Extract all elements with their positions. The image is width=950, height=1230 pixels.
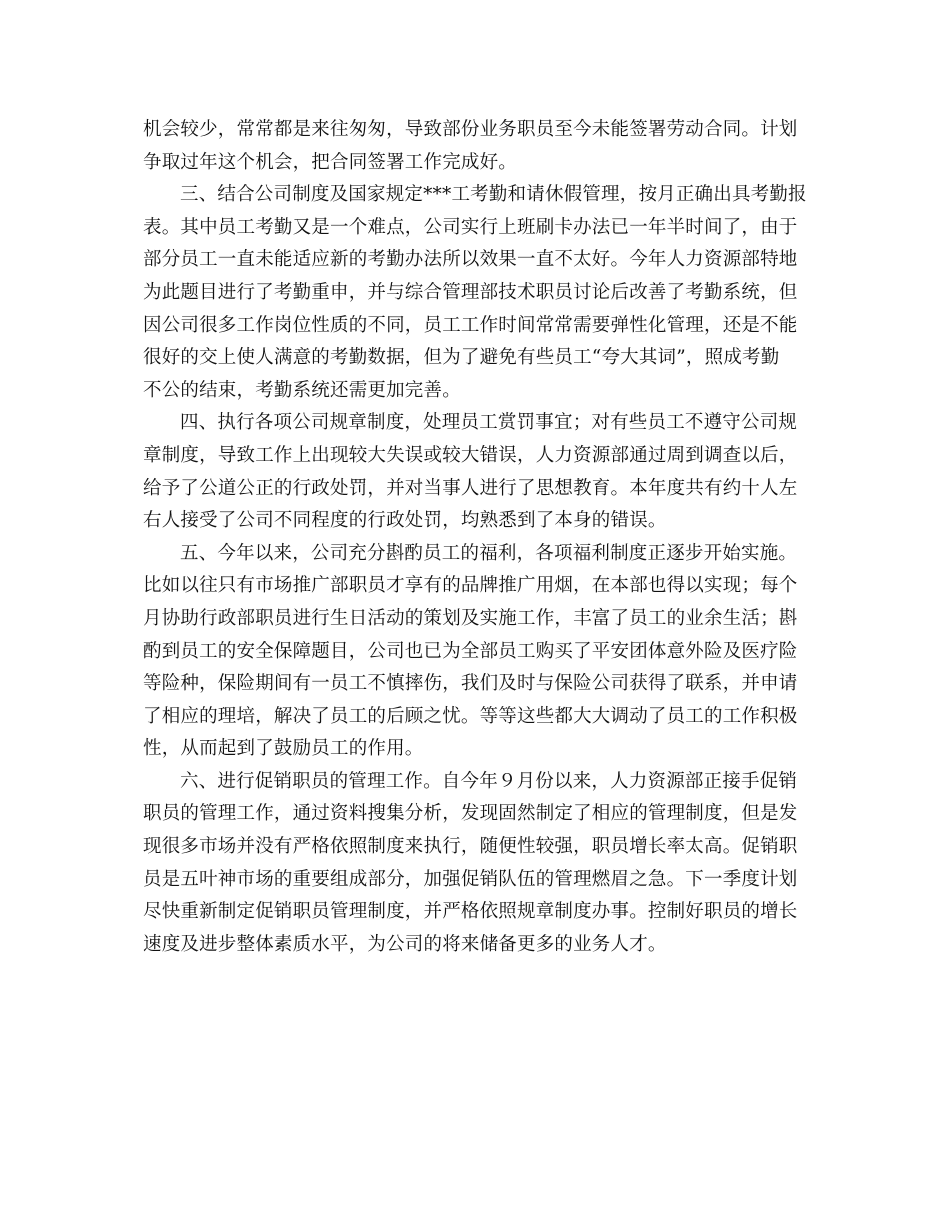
text-line: 机会较少，常常都是来往匆匆，导致部份业务职员至今未能签署劳动合同。计划 bbox=[143, 119, 798, 140]
text-line: 酌到员工的安全保障题目，公司也已为全部员工购买了平安团体意外险及医疗险 bbox=[143, 640, 798, 662]
text-line: 右人接受了公司不同程度的行政处罚，均熟悉到了本身的错误。 bbox=[143, 510, 667, 532]
text-line: 了相应的理培，解决了员工的后顾之忧。等等这些都大大调动了员工的工作积极 bbox=[143, 705, 798, 727]
text-line: 章制度，导致工作上出现较大失误或较大错误，人力资源部通过周到调查以后， bbox=[143, 444, 798, 466]
paragraph-4 bbox=[143, 538, 811, 766]
paragraph-2 bbox=[143, 179, 811, 407]
document-body bbox=[143, 114, 811, 961]
text-line: 员是五叶神市场的重要组成部分，加强促销队伍的管理燃眉之急。下一季度计划 bbox=[143, 868, 798, 890]
text-line: 比如以往只有市场推广部职员才享有的品牌推广用烟，在本部也得以实现；每个 bbox=[143, 575, 798, 597]
paragraph-5 bbox=[143, 766, 811, 962]
text-line: 五、今年以来，公司充分斟酌员工的福利，各项福利制度正逐步开始实施。 bbox=[180, 542, 798, 564]
text-line: 尽快重新制定促销职员管理制度，并严格依照规章制度办事。控制好职员的增长 bbox=[143, 901, 798, 923]
text-line: 性，从而起到了鼓励员工的作用。 bbox=[143, 738, 424, 760]
text-line: 月协助行政部职员进行生日活动的策划及实施工作，丰富了员工的业余生活；斟 bbox=[143, 607, 798, 629]
paragraph-1 bbox=[143, 114, 811, 179]
text-line: 很好的交上使人满意的考勤数据，但为了避免有些员工“夸大其词”，照成考勤 bbox=[143, 347, 780, 369]
paragraph-3 bbox=[143, 407, 811, 537]
text-line: 争取过年这个机会，把合同签署工作完成好。 bbox=[143, 151, 518, 173]
text-line: 现很多市场并没有严格依照制度来执行，随便性较强，职员增长率太高。促销职 bbox=[143, 836, 798, 858]
text-line: 表。其中员工考勤又是一个难点，公司实行上班刷卡办法已一年半时间了，由于 bbox=[143, 216, 798, 238]
text-line: 为此题目进行了考勤重申，并与综合管理部技术职员讨论后改善了考勤系统，但 bbox=[143, 281, 798, 303]
text-line: 不公的结束，考勤系统还需更加完善。 bbox=[143, 379, 461, 401]
text-line: 速度及进步整体素质水平，为公司的将来储备更多的业务人才。 bbox=[143, 933, 667, 955]
text-line: 六、进行促销职员的管理工作。自今年９月份以来，人力资源部正接手促销 bbox=[180, 770, 798, 792]
text-line: 等险种，保险期间有一员工不慎摔伤，我们及时与保险公司获得了联系，并申请 bbox=[143, 673, 798, 695]
text-line: 职员的管理工作，通过资料搜集分析，发现固然制定了相应的管理制度，但是发 bbox=[143, 803, 798, 825]
text-line: 因公司很多工作岗位性质的不同，员工工作时间常常需要弹性化管理，还是不能 bbox=[143, 314, 798, 336]
text-line: 给予了公道公正的行政处罚，并对当事人进行了思想教育。本年度共有约十人左 bbox=[143, 477, 798, 499]
text-line: 四、执行各项公司规章制度，处理员工赏罚事宜；对有些员工不遵守公司规 bbox=[180, 412, 798, 434]
text-line: 部分员工一直未能适应新的考勤办法所以效果一直不太好。今年人力资源部特地 bbox=[143, 249, 798, 271]
text-line: 三、结合公司制度及国家规定***工考勤和请休假管理，按月正确出具考勤报 bbox=[180, 184, 807, 206]
